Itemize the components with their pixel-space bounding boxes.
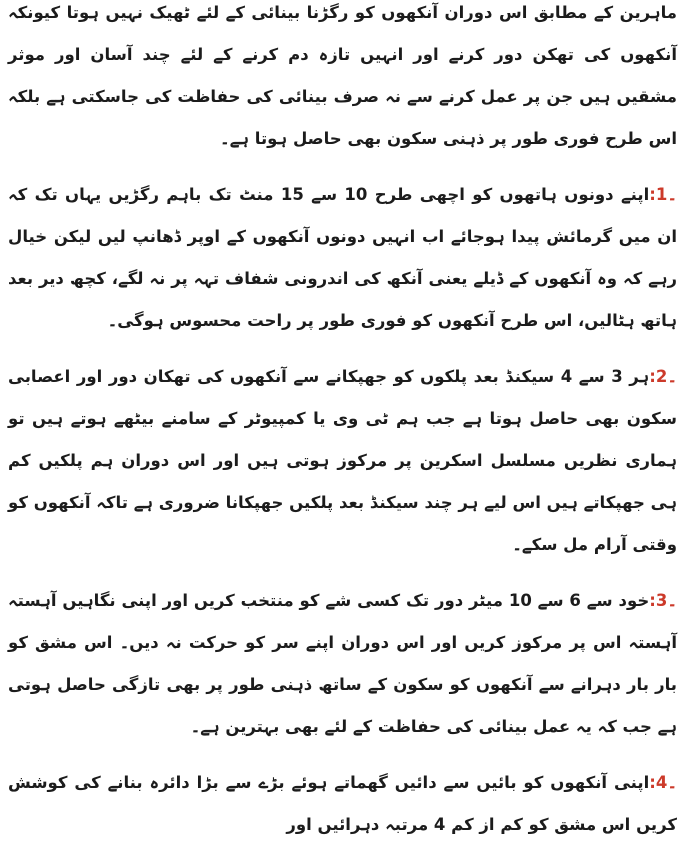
- exercise-text-4: اپنی آنکھوں کو بائیں سے دائیں گھماتے ہوئے بڑے سے بڑا دائرہ بنانے کی کوشش کریں اس مشق کو کم از کم 4 مرتبہ دہرائیں اور: [8, 773, 677, 834]
- exercise-paragraph-3: [8, 580, 677, 748]
- exercise-text-1: اپنے دونوں ہاتھوں کو اچھی طرح 10 سے 15 منٹ تک باہم رگڑیں یہاں تک کہ ان میں گرمائش پیدا ہوجائے اب انہیں دونوں آنکھوں کے اوپر ڈھانپ لیں لیکن خیال رہے کہ وہ آنکھوں کے ڈیلے یعنی آنکھ کی اندرونی شفاف تہہ پر نہ لگے، کچھ دیر بعد ہاتھ ہٹالیں، اس طرح آنکھوں کو فوری طور پر راحت محسوس ہوگی۔: [8, 185, 677, 330]
- exercise-text-3: خود سے 6 سے 10 میٹر دور تک کسی شے کو منتخب کریں اور اپنی نگاہیں آہستہ آہستہ اس پر مرکوز کریں اور اس دوران اپنے سر کو حرکت نہ دیں۔ اس مشق کو بار بار دہرانے سے آنکھوں کو سکون کے ساتھ ذہنی طور پر بھی تازگی حاصل ہوتی ہے جب کہ یہ عمل بینائی کی حفاظت کے لئے بھی بہترین ہے۔: [8, 591, 677, 736]
- intro-paragraph: ماہرین کے مطابق اس دوران آنکھوں کو رگڑنا بینائی کے لئے ٹھیک نہیں ہوتا کیونکہ آنکھوں کی تھکن دور کرنے اور انہیں تازہ دم کرنے کے لئے چند آسان اور موثر مشقیں ہیں جن پر عمل کرنے سے نہ صرف بینائی کی حفاظت کی جاسکتی ہے بلکہ اس طرح فوری طور پر ذہنی سکون بھی حاصل ہوتا ہے۔: [8, 3, 677, 148]
- exercise-number-3: ۔3:: [649, 591, 677, 610]
- exercise-paragraph-4: [8, 762, 677, 846]
- exercise-paragraph-2: [8, 356, 677, 566]
- exercise-number-1: ۔1:: [649, 185, 677, 204]
- exercise-paragraph-1: [8, 174, 677, 342]
- exercise-text-2: ہر 3 سے 4 سیکنڈ بعد پلکوں کو جھپکانے سے آنکھوں کی تھکان دور اور اعصابی سکون بھی حاصل ہوتا ہے جب ہم ٹی وی یا کمپیوٹر کے سامنے بیٹھے ہوتے ہیں تو ہماری نظریں مسلسل اسکرین پر مرکوز ہوتی ہیں اور اس دوران ہم پلکیں کم ہی جھپکاتے ہیں اس لیے ہر چند سیکنڈ بعد پلکیں جھپکانا ضروری ہے تاکہ آنکھوں کو وقتی آرام مل سکے۔: [8, 367, 677, 554]
- exercise-number-4: ۔4:: [649, 773, 677, 792]
- exercise-number-2: ۔2:: [649, 367, 677, 386]
